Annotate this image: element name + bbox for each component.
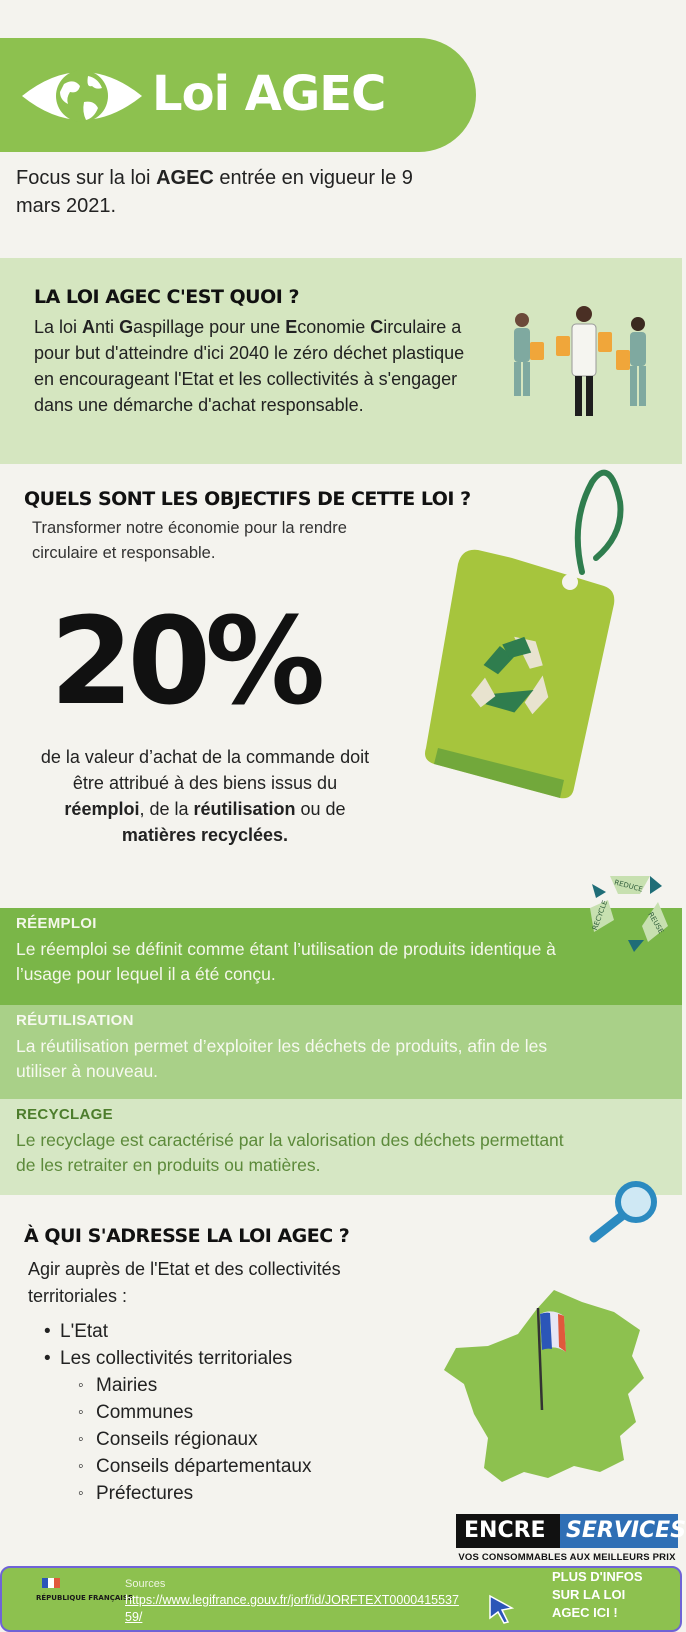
svg-text:RÉPUBLIQUE FRANÇAISE: RÉPUBLIQUE FRANÇAISE — [36, 1594, 133, 1602]
sources-label: Sources — [125, 1578, 166, 1590]
definition-text: Le réemploi se définit comme étant l’utilisation de produits identique à l’usage pour lequel il a été conçu. — [16, 939, 556, 984]
objectives-title: QUELS SONT LES OBJECTIFS DE CETTE LOI ? — [24, 488, 471, 510]
list-item: • L'Etat — [40, 1318, 311, 1345]
france-map-illustration — [444, 1286, 664, 1516]
eye-globe-icon — [18, 62, 146, 130]
cursor-icon — [486, 1594, 518, 1624]
big-percentage: 20% — [50, 593, 320, 732]
list-item: ◦ Communes — [40, 1399, 311, 1426]
list-item: • Les collectivités territoriales — [40, 1345, 311, 1372]
audience-list — [40, 1318, 311, 1507]
sources-link[interactable]: https://www.legifrance.gouv.fr/jorf/id/JORFTEXT000041553759/ — [125, 1593, 459, 1624]
republique-francaise-logo — [34, 1576, 133, 1628]
list-item: ◦ Mairies — [40, 1372, 311, 1399]
recycle-tag-illustration — [420, 462, 660, 822]
intro-text: Focus sur la loi AGEC entrée en vigueur le 9 mars 2021. — [16, 167, 413, 217]
objectives-subtitle: Transformer notre économie pour la rendre circulaire et responsable. — [32, 519, 347, 562]
percentage-description: de la valeur d’achat de la commande doit être attribué à des biens issus du réemploi, de la réutilisation ou de matières recyclées. — [40, 747, 370, 845]
reduce-reuse-recycle-icon — [588, 868, 670, 954]
definition-text: Le recyclage est caractérisé par la valorisation des déchets permettant de les retraiter en produits ou matières. — [16, 1130, 564, 1175]
definition-label: RECYCLAGE — [16, 1106, 113, 1123]
svg-text:RECYCLE: RECYCLE — [591, 899, 610, 932]
audience-title: À QUI S'ADRESSE LA LOI AGEC ? — [24, 1225, 350, 1247]
brand-name-left: ENCRE — [464, 1518, 546, 1543]
page-title: Loi AGEC — [152, 66, 386, 122]
what-title: LA LOI AGEC C'EST QUOI ? — [34, 286, 299, 308]
definition-label: RÉEMPLOI — [16, 915, 97, 932]
definition-text: La réutilisation permet d’exploiter les déchets de produits, afin de les utiliser à nouveau. — [16, 1036, 548, 1081]
svg-text:REDUCE: REDUCE — [613, 878, 644, 894]
svg-text:REUSE: REUSE — [646, 910, 666, 936]
more-info-link[interactable]: PLUS D'INFOS SUR LA LOI AGEC ICI ! — [552, 1569, 643, 1620]
list-item: ◦ Conseils régionaux — [40, 1426, 311, 1453]
audience-subtitle: Agir auprès de l'Etat et des collectivités territoriales : — [28, 1259, 341, 1306]
people-shopping-illustration — [500, 306, 668, 430]
definition-label: RÉUTILISATION — [16, 1012, 134, 1029]
list-item: ◦ Préfectures — [40, 1480, 311, 1507]
brand-tagline: VOS CONSOMMABLES AUX MEILLEURS PRIX — [458, 1552, 676, 1563]
list-item: ◦ Conseils départementaux — [40, 1453, 311, 1480]
what-text: La loi Anti Gaspillage pour une Economie Circulaire a pour but d'atteindre d'ici 2040 le zéro déchet plastique en encourageant l'Etat et les collectivités à s'engager dans une démarche d'achat responsable. — [34, 317, 465, 415]
magnifier-icon — [584, 1176, 664, 1244]
brand-name-right: SERVICES — [566, 1518, 686, 1543]
